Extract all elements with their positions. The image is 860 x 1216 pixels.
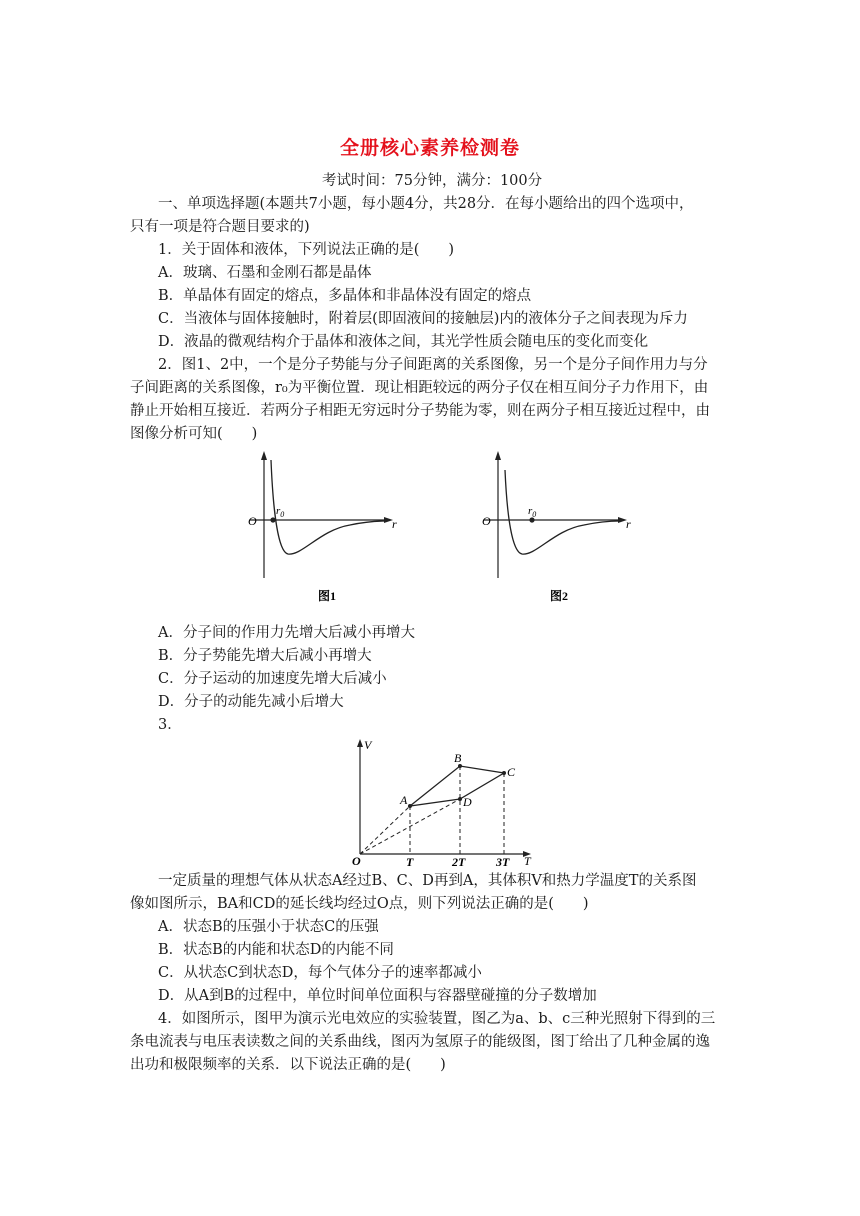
- point-d: [458, 797, 462, 801]
- y-axis-arrow: [261, 451, 267, 460]
- option-d: D．液晶的微观结构介于晶体和液体之间，其光学性质会随电压的变化而变化: [158, 334, 649, 350]
- point-a: [408, 804, 412, 808]
- cycle-path: [410, 766, 504, 806]
- question-stem-line: 静止开始相互接近．若两分子相距无穷远时分子势能为零，则在两分子相互接近过程中，由: [130, 403, 710, 419]
- label-a: A: [400, 793, 408, 807]
- origin-label: O: [482, 514, 491, 528]
- option-b: B．分子势能先增大后减小再增大: [158, 648, 372, 664]
- option-a: A．玻璃、石墨和金刚石都是晶体: [158, 265, 372, 281]
- question-stem-line: 一定质量的理想气体从状态A经过B、C、D再到A，其体积V和热力学温度T的关系图: [158, 873, 697, 889]
- option-d: D．分子的动能先减小后增大: [158, 694, 344, 710]
- page-title: 全册核心素养检测卷: [339, 137, 520, 159]
- option-c: C．分子运动的加速度先增大后减小: [158, 671, 387, 687]
- r0-label: $r_0$: [276, 505, 285, 519]
- figure-1: [240, 448, 400, 608]
- x-axis-label: r: [392, 517, 397, 531]
- option-b: B．状态B的内能和状态D的内能不同: [158, 942, 394, 958]
- label-c: C: [507, 765, 516, 779]
- v-axis-label: V: [364, 738, 372, 752]
- x-axis-label: r: [626, 517, 631, 531]
- question-stem-line: 2．图1、2中，一个是分子势能与分子间距离的关系图像，另一个是分子间作用力与分: [158, 357, 708, 373]
- option-c: C．从状态C到状态D，每个气体分子的速率都减小: [158, 965, 482, 981]
- section-heading-line: 只有一项是符合题目要求的): [130, 219, 310, 235]
- option-b: B．单晶体有固定的熔点，多晶体和非晶体没有固定的熔点: [158, 288, 532, 304]
- figure-caption: 图2: [550, 589, 569, 603]
- tick-3t: 3T: [496, 855, 510, 868]
- vt-diagram: [340, 736, 540, 868]
- question-stem-line: 4．如图所示，图甲为演示光电效应的实验装置，图乙为a、b、c三种光照射下得到的三: [158, 1011, 716, 1027]
- option-a: A．分子间的作用力先增大后减小再增大: [158, 625, 415, 641]
- origin-label: O: [352, 854, 361, 868]
- question-stem-line: 图像分析可知( ): [130, 426, 258, 442]
- option-a: A．状态B的压强小于状态C的压强: [158, 919, 379, 935]
- label-b: B: [454, 751, 462, 765]
- label-d: D: [463, 795, 472, 809]
- exam-info: 考试时间：75分钟，满分：100分: [322, 173, 543, 189]
- v-axis-arrow: [357, 739, 363, 747]
- question-stem-line: 出功和极限频率的关系．以下说法正确的是( ): [130, 1057, 446, 1073]
- section-heading-line: 一、单项选择题(本题共7小题，每小题4分，共28分．在每小题给出的四个选项中，: [158, 196, 694, 212]
- curve: [271, 460, 386, 554]
- tick-t: T: [406, 855, 414, 868]
- figure-caption: 图1: [318, 589, 337, 603]
- question-stem-line: 子间距离的关系图像，r₀为平衡位置．现让相距较远的两分子仅在相互间分子力作用下，由: [130, 380, 709, 396]
- question-stem-line: 像如图所示，BA和CD的延长线均经过O点，则下列说法正确的是( ): [130, 896, 589, 912]
- tick-2t: 2T: [452, 855, 466, 868]
- t-axis-label: T: [524, 854, 531, 868]
- r0-label: $r_0$: [528, 505, 537, 519]
- question-number: 3．: [158, 717, 182, 733]
- guide-lines: [360, 766, 504, 854]
- question-stem: 1．关于固体和液体，下列说法正确的是( ): [158, 242, 455, 258]
- origin-label: O: [248, 514, 257, 528]
- figure-2: [474, 448, 634, 608]
- point-c: [502, 771, 506, 775]
- option-c: C．当液体与固体接触时，附着层(即固液间的接触层)内的液体分子之间表现为斥力: [158, 311, 688, 327]
- option-d: D．从A到B的过程中，单位时间单位面积与容器壁碰撞的分子数增加: [158, 988, 597, 1004]
- y-axis-arrow: [495, 451, 501, 460]
- curve: [505, 470, 620, 554]
- equilibrium-point: [270, 517, 275, 522]
- question-stem-line: 条电流表与电压表读数之间的关系曲线，图丙为氢原子的能级图，图丁给出了几种金属的逸: [130, 1034, 710, 1050]
